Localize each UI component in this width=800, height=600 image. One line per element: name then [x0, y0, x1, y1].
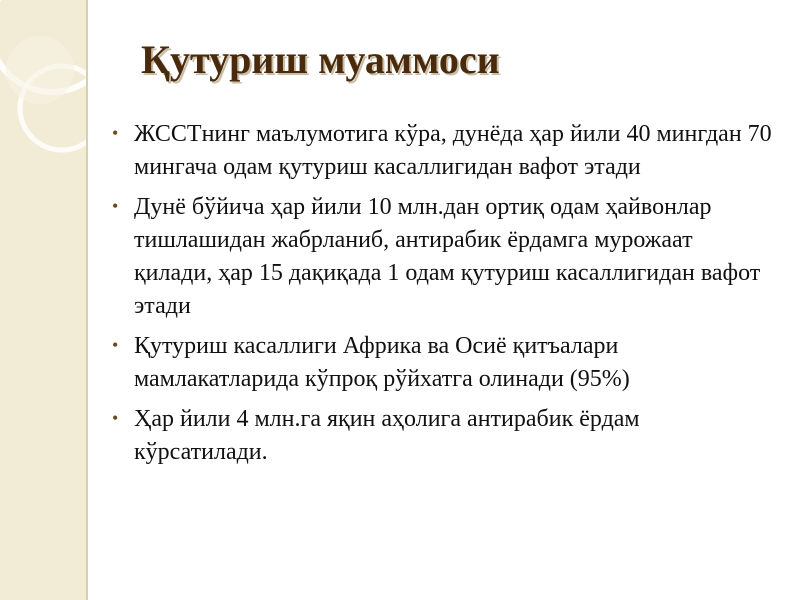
bullet-item	[110, 118, 775, 184]
bullet-icon: •	[112, 123, 119, 143]
bullet-icon: •	[112, 196, 119, 216]
bullet-item	[110, 330, 775, 396]
bullet-text: Қутуриш касаллиги Африка ва Осиё қитъалари мамлакатларида кўпроқ рўйхатга олинади (95%)	[134, 333, 630, 392]
bullet-item	[110, 403, 775, 469]
decorative-circles-graphic	[0, 0, 88, 600]
bullet-text: Ҳар йили 4 млн.га яқин аҳолига антирабик ёрдам кўрсатилади.	[134, 406, 640, 465]
bullet-item	[110, 191, 775, 323]
bullet-text: ЖССТнинг маълумотига кўра, дунёда ҳар йили 40 мингдан 70 мингача одам қутуриш касаллигидан вафот этади	[134, 121, 772, 180]
decorative-side-panel	[0, 0, 88, 600]
bullet-icon: •	[112, 408, 119, 428]
bullet-icon: •	[112, 335, 119, 355]
bullet-list	[110, 118, 775, 476]
bullet-text: Дунё бўйича ҳар йили 10 млн.дан ортиқ одам ҳайвонлар тишлашидан жабрланиб, антирабик ёрдамга мурожаат қилади, ҳар 15 дақиқада 1 одам қутуриш касаллигидан вафот этади	[134, 194, 761, 319]
slide-title: Қутуриш муаммоси	[141, 37, 500, 82]
